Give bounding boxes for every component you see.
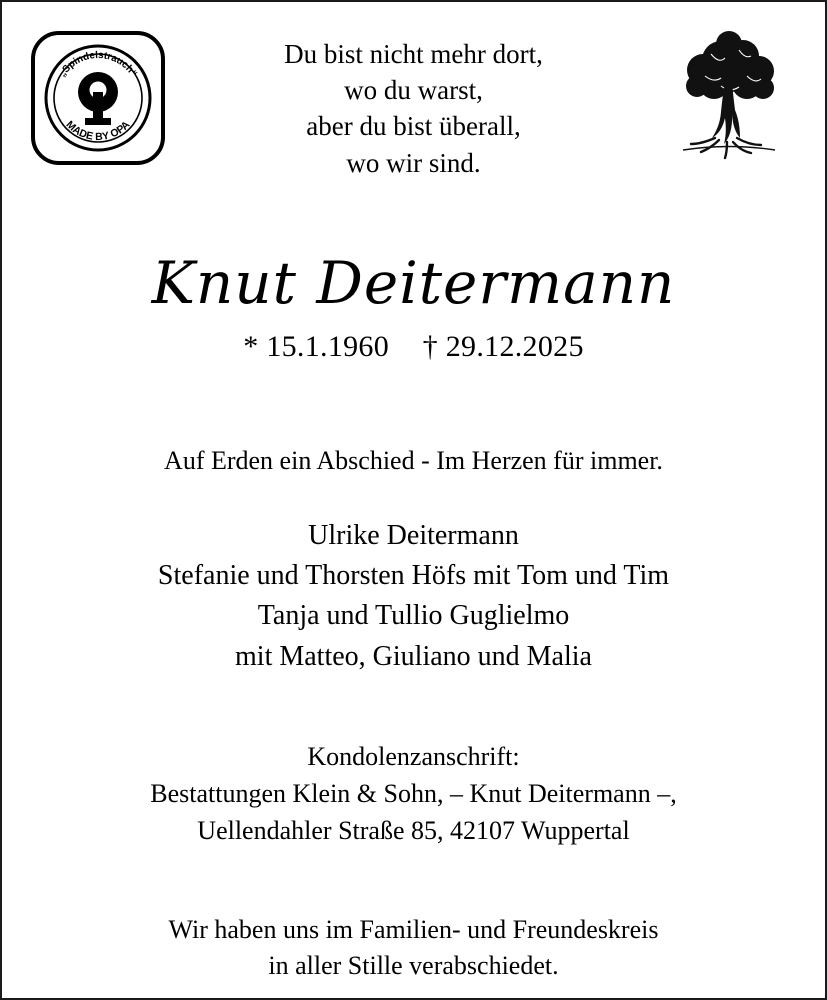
svg-text:MADE BY OPA: MADE BY OPA	[63, 118, 133, 144]
motto-line: Auf Erden ein Abschied - Im Herzen für immer.	[164, 445, 663, 475]
condolence-line: Bestattungen Klein & Sohn, – Knut Deitermann –,	[150, 778, 677, 808]
spindelstrauch-stamp-icon	[30, 30, 166, 166]
closing-block	[28, 912, 799, 986]
life-dates	[28, 330, 799, 364]
deceased-name: Knut Deitermann	[151, 248, 676, 317]
svg-text:„Spindelstrauch“: „Spindelstrauch“	[57, 49, 139, 80]
card-inner	[2, 2, 825, 998]
verse-line: wo du warst,	[344, 75, 483, 106]
death-date: † 29.12.2025	[422, 329, 584, 363]
family-line: Stefanie und Thorsten Höfs mit Tom und Tim	[157, 559, 670, 591]
closing-line: Wir haben uns im Familien- und Freundeskreis	[168, 914, 659, 944]
closing-line: in aller Stille verabschiedet.	[268, 951, 559, 981]
condolence-heading: Kondolenzanschrift:	[307, 741, 520, 771]
birth-date: * 15.1.1960	[243, 329, 390, 363]
verse-line: aber du bist überall,	[306, 111, 521, 142]
condolence-line: Uellendahler Straße 85, 42107 Wuppertal	[197, 815, 630, 845]
verse-line: wo wir sind.	[346, 147, 481, 178]
family-line: Tanja und Tullio Guglielmo	[257, 600, 570, 632]
family-block	[28, 516, 799, 677]
family-line: Ulrike Deitermann	[308, 519, 519, 551]
tree-of-life-icon	[659, 26, 799, 166]
condolence-block	[28, 739, 799, 850]
verse-line: Du bist nicht mehr dort,	[284, 39, 543, 69]
family-line: mit Matteo, Giuliano und Malia	[235, 640, 592, 672]
